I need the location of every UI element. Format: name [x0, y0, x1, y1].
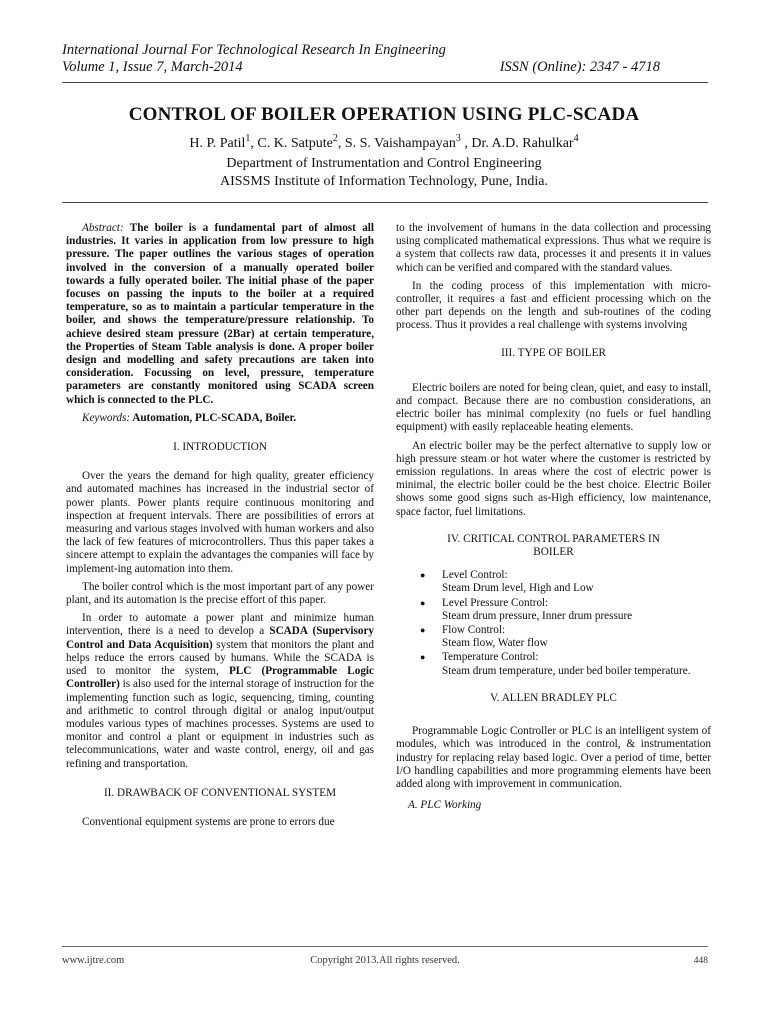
right-column [396, 222, 711, 812]
journal-volume: Volume 1, Issue 7, March-2014 [62, 59, 243, 75]
abstract-label: Abstract: [82, 222, 124, 234]
section-heading-critical-parameters [396, 533, 711, 559]
author-separator: , [250, 136, 258, 151]
parameter-label: Level Control: [442, 569, 508, 582]
keywords-label: Keywords: [82, 411, 131, 424]
bullet-icon: ● [420, 652, 426, 663]
author-separator: , [460, 136, 472, 151]
author-name: S. S. Vaishampayan [344, 136, 456, 151]
section-heading-introduction: I. INTRODUCTION [173, 441, 267, 454]
plc-term: PLC (Programmable Logic Controller) [66, 665, 374, 691]
intro-paragraph-3 [66, 612, 374, 770]
author-list [0, 134, 768, 153]
author-name: H. P. Patil [189, 136, 246, 151]
heading-line: IV. CRITICAL CONTROL PARAMETERS IN [447, 532, 660, 545]
drawback-paragraph: Conventional equipment systems are prone to errors due [82, 815, 335, 828]
institute: AISSMS Institute of Information Technology, Pune, India. [220, 174, 548, 189]
intro-text: In order to automate a power plant and minimize human intervention, there is a need to develop a [66, 612, 374, 638]
journal-volume-line [62, 59, 712, 76]
page-number: 448 [693, 956, 708, 966]
journal-title: International Journal For Technological Research In Engineering [62, 42, 446, 58]
parameter-list [418, 569, 711, 678]
list-item [418, 651, 711, 677]
type-paragraph-2: An electric boiler may be the perfect alternative to supply low or high pressure steam or hot water where the customer is restricted by emission regulations. In areas where the cost of electric power is minimal, the electric boiler could be the best choice. Electric Boiler shows some good signs such as-High efficiency, low maintenance, space factor, fuel limitations. [396, 439, 711, 518]
heading-line: BOILER [533, 546, 574, 559]
parameter-label: Flow Control: [442, 624, 506, 637]
list-item [418, 624, 711, 650]
footer-copyright: Copyright 2013.All rights reserved. [310, 955, 460, 966]
title-divider [62, 202, 708, 203]
continued-paragraph: to the involvement of humans in the data collection and processing using complicated mathematical expressions. Thus what we require is a system that collects raw data, processes it and presents it in values which can be verified and compared with the standard values. [396, 222, 711, 274]
bullet-icon: ● [420, 625, 426, 636]
parameter-detail: Steam flow, Water flow [442, 637, 548, 650]
intro-text: system that monitors the plant and helps reduce the errors caused by humans. While the SCADA is used to monitor the system, [66, 638, 374, 678]
section-heading-type-of-boiler: III. TYPE OF BOILER [501, 346, 606, 359]
subsection-heading-plc-working: A. PLC Working [408, 799, 482, 812]
list-item [418, 569, 711, 595]
parameter-detail: Steam Drum level, High and Low [442, 582, 594, 595]
parameter-detail: Steam drum pressure, Inner drum pressure [442, 609, 633, 622]
section-heading-drawback: II. DRAWBACK OF CONVENTIONAL SYSTEM [103, 786, 337, 799]
bullet-icon: ● [420, 570, 426, 581]
list-item [418, 597, 711, 623]
keywords-text: Automation, PLC-SCADA, Boiler. [130, 411, 297, 424]
department: Department of Instrumentation and Control Engineering [226, 156, 542, 171]
left-column [66, 222, 374, 834]
abstract-text: The boiler is a fundamental part of almost all industries. It varies in application from low pressure to high pressure. The paper outlines the various stages of operation involved in the conversion of a manually operated boiler towards a fully operated boiler. The initial phase of the paper focuses on passing the inputs to the boiler at a required temperature, so as to maintain a particular temperature in the boiler, and shows the temperature/pressure relationship. To achieve desired steam pressure (2Bar) at certain temperature, the Properties of Steam Table analysis is done. A proper boiler design and modelling and safety precautions are taken into consideration. Focussing on level, pressure, temperature parameters are constantly monitored using SCADA screen which is connected to the PLC. [66, 222, 374, 406]
footer-divider [62, 946, 708, 947]
author-affiliation-mark: 4 [573, 133, 579, 144]
scada-term: SCADA (Supervisory Control and Data Acquisition) [66, 625, 375, 651]
author-affiliation-mark: 1 [245, 133, 251, 144]
intro-paragraph-2: The boiler control which is the most important part of any power plant, and its automation is the precise effort of this paper. [66, 580, 374, 607]
author-affiliation-mark: 2 [332, 133, 338, 144]
intro-text: is also used for the internal storage of instruction for the implementing function such as logic, sequencing, timing, counting and arithmetic to control through digital or analog input/output modules various types of machines processes. Systems are used to monitor and control a plant or equipment in industries such as telecommunications, water and waste control, energy, oil and gas refining and transportation. [66, 678, 374, 770]
type-paragraph-1: Electric boilers are noted for being clean, quiet, and easy to install, and compact. Because there are no combustion considerations, an electric boiler has minimal complexity (no fuels or fuel handling equipment) with easily replaceable heating elements. [396, 381, 711, 434]
author-name: Dr. A.D. Rahulkar [471, 136, 574, 151]
parameter-detail: Steam drum temperature, under bed boiler temperature. [442, 664, 691, 677]
parameter-label: Temperature Control: [442, 651, 539, 664]
paper-title: CONTROL OF BOILER OPERATION USING PLC-SCADA [128, 104, 640, 125]
coding-paragraph: In the coding process of this implementation with micro-controller, it requires a fast and efficient processing which on the other part depends on the length and sub-routines of the coding process. Thus it provides a real challenge with systems involving [396, 279, 711, 332]
author-affiliation-mark: 3 [455, 133, 461, 144]
journal-header [62, 42, 712, 76]
plc-paragraph: Programmable Logic Controller or PLC is an intelligent system of modules, which was introduced in the control, & instrumentation industry for replacing relay based logic. Over a period of time, better I/O handling capabilities and more programming elements have been added along with improvement in communication. [396, 725, 711, 790]
section-heading-allen-bradley: V. ALLEN BRADLEY PLC [490, 691, 617, 704]
header-divider [62, 82, 708, 83]
parameter-label: Level Pressure Control: [442, 596, 549, 609]
author-name: C. K. Satpute [257, 136, 333, 151]
intro-paragraph-1: Over the years the demand for high quality, greater efficiency and automated machines has increased in the industrial sector of power plants. Power plants require continuous monitoring and inspection at frequent intervals. There are possibilities of errors at measuring and various stages involved with human workers and also the lack of few features of microcontrollers. Thus this paper takes a sincere attempt to explain the advantages the companies will face by implement-ing automation into them. [66, 470, 374, 575]
bullet-icon: ● [420, 597, 426, 608]
footer-url: www.ijtre.com [62, 955, 125, 966]
journal-issn: ISSN (Online): 2347 - 4718 [499, 59, 660, 75]
keywords [66, 412, 374, 425]
abstract [66, 222, 374, 407]
author-separator: , [337, 136, 345, 151]
